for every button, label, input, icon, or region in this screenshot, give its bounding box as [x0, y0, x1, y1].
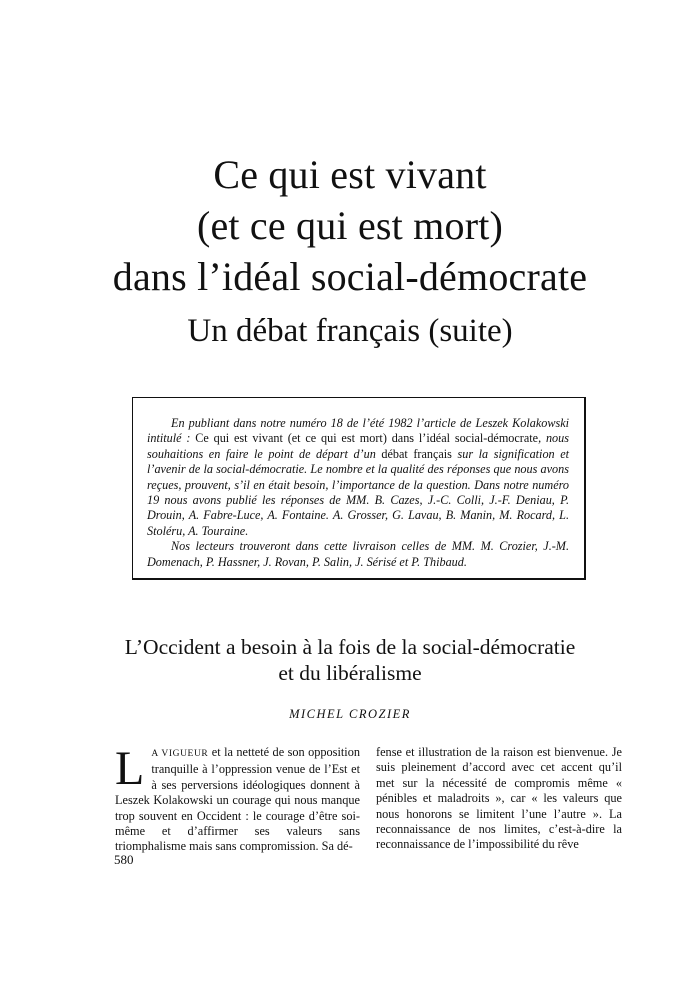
drop-cap: L [115, 742, 145, 795]
body-paragraph-left [115, 742, 360, 855]
intro-text-part: En publiant dans notre numéro 18 de l’été 1982 l’article de Leszek Kolakowski intitulé : [147, 416, 569, 446]
article-title-line-3: dans l’idéal social-démocrate [112, 254, 588, 299]
intro-text-part: sur la signification et l’avenir de la social-démocratie. Le nombre et la qualité des réponses que nous avons reçues, prouvent, s’il en était besoin, l’importance de la question. Dans notre numéro 19 nous avons publié les réponses de MM. B. Cazes, J.-C. Colli, J.-F. Deniau, P. Drouin, A. Fabre-Luce, A. Fontaine. A. Grosser, G. Lavau, B. Manin, M. Rocard, L. Stoléru, A. Touraine. [147, 446, 570, 538]
author-name: MICHEL CROZIER [289, 707, 411, 721]
body-column-right [376, 745, 622, 853]
body-column-left [115, 742, 360, 855]
lead-smallcaps: A VIGUEUR [151, 749, 209, 759]
page-number: 580 [114, 852, 134, 867]
left-column-text: et la netteté de son opposition tranquille à l’oppression venue de l’Est et à ses perversions idéologiques donnent à Leszek Kolakowski un courage qui nous manque trop souvent en Occident : le courage d’être soi-même et d’affirmer ses valeurs sans triomphalisme mais sans compromission. Sa dé- [115, 745, 360, 854]
intro-paragraph-1 [147, 416, 569, 539]
section-title-line-1: L’Occident a besoin à la fois de la social-démocratie [124, 635, 576, 659]
kolakowski-article-title: Ce qui est vivant (et ce qui est mort) dans l’idéal social-démocrate [195, 431, 539, 446]
intro-text-part: , nous souhaitions en faire le point de départ d’un [147, 431, 569, 461]
debat-francais-phrase: débat français [381, 446, 452, 461]
editorial-intro-text [147, 416, 569, 570]
article-subtitle: Un débat français (suite) [187, 313, 513, 349]
article-title-line-1: Ce qui est vivant [213, 152, 487, 197]
intro-paragraph-2: Nos lecteurs trouveront dans cette livraison celles de MM. M. Crozier, J.-M. Domenach, P. Hassner, J. Rovan, P. Salin, J. Sérisé et P. Thibaud. [147, 539, 569, 569]
article-title-line-2: (et ce qui est mort) [196, 203, 504, 248]
section-title-line-2: et du libéralisme [278, 661, 422, 685]
editorial-intro-box [132, 397, 586, 580]
right-column-text: fense et illustration de la raison est bienvenue. Je suis pleinement d’accord avec cet accent qu’il met sur la nécessité de compromis même « pénibles et maladroits », car « les valeurs que nous honorons se limitent l’une l’autre ». La reconnaissance de nos limites, c’est-à-dire la reconnaissance de l’impossibilité du rêve [376, 745, 622, 852]
